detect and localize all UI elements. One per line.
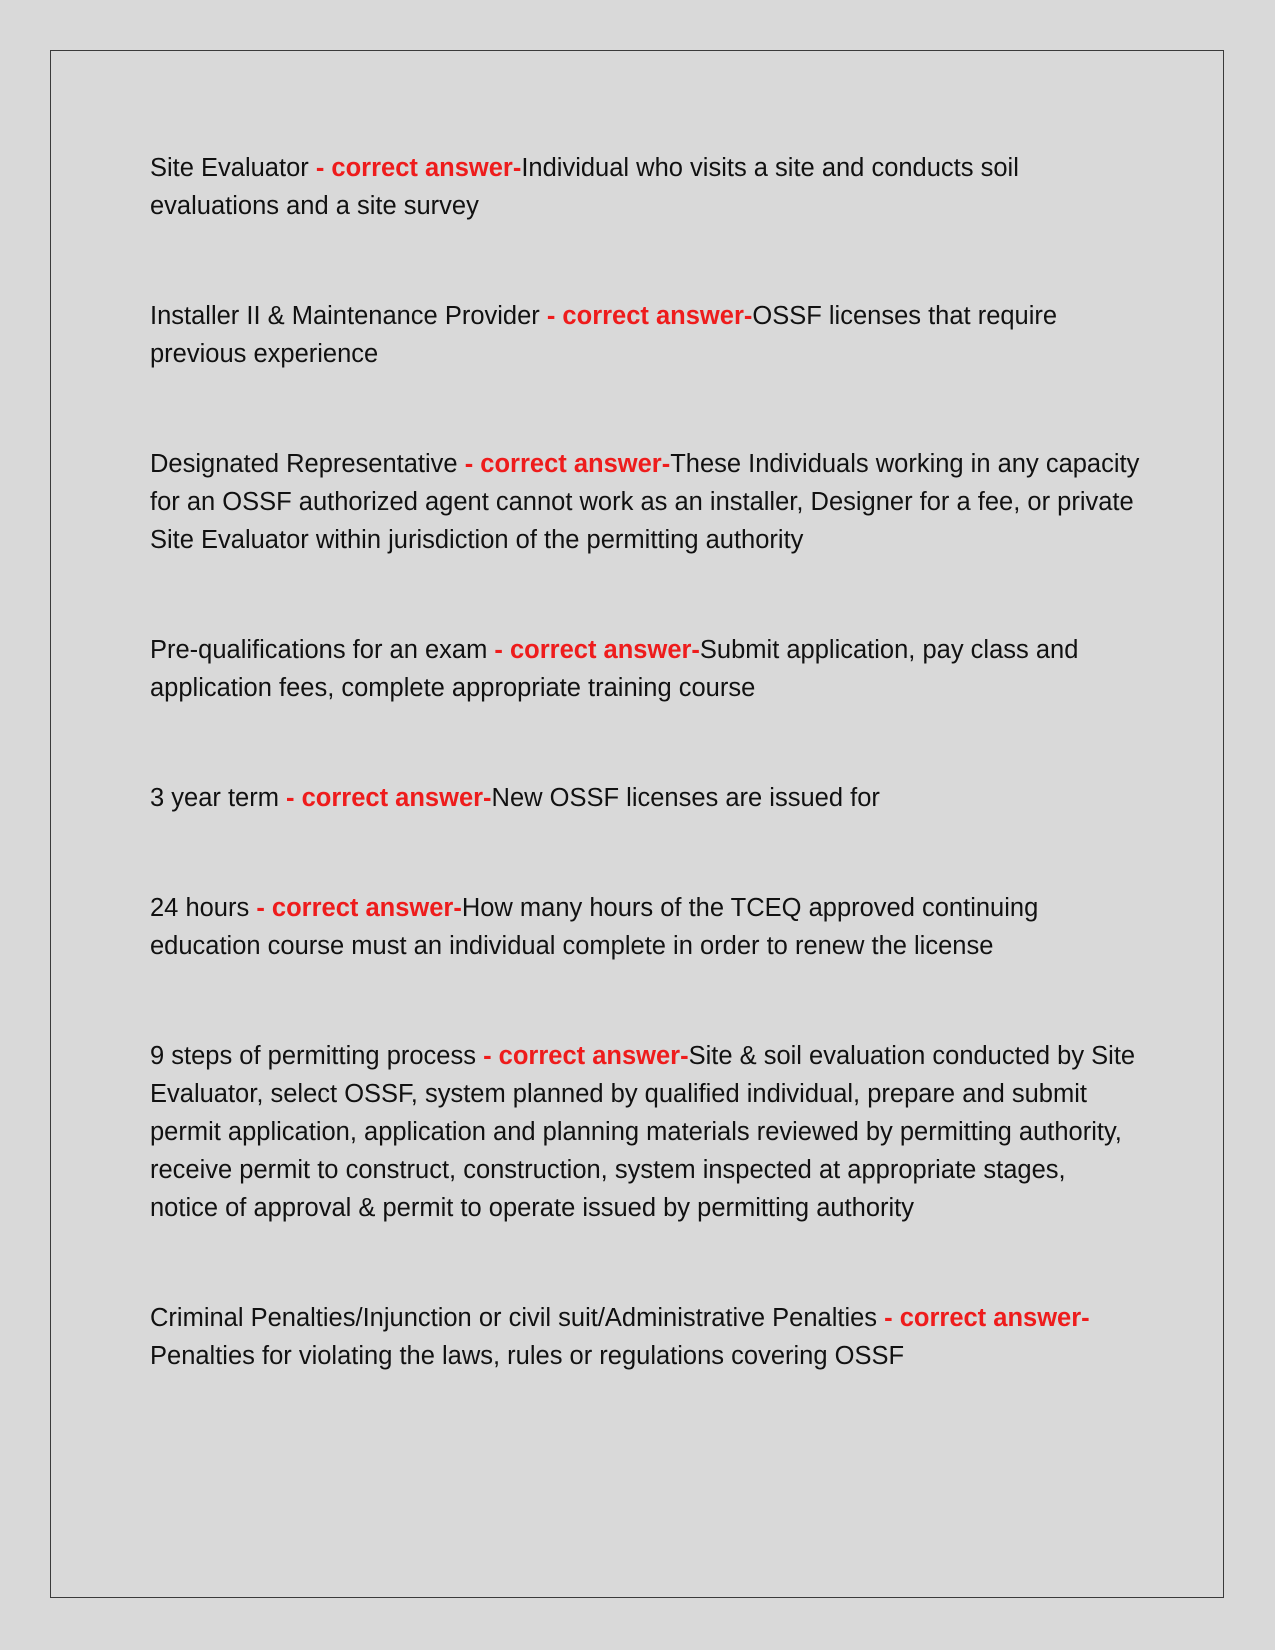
answer-text: Penalties for violating the laws, rules or regulations covering OSSF <box>150 1342 905 1370</box>
term-text: Designated Representative <box>150 450 465 478</box>
correct-answer-separator: - correct answer- <box>483 1042 689 1070</box>
term-text: Installer II & Maintenance Provider <box>150 302 547 330</box>
correct-answer-separator: - correct answer- <box>256 894 462 922</box>
correct-answer-separator: - correct answer- <box>884 1304 1090 1332</box>
correct-answer-separator: - correct answer- <box>286 784 492 812</box>
flashcard-item <box>150 149 1140 225</box>
answer-text: Site & soil evaluation conducted by Site Evaluator, select OSSF, system planned by qualified individual, prepare and submit permit application, application and planning materials reviewed by permitting authority, receive permit to construct, construction, system inspected at appropriate stages, notice of approval & permit to operate issued by permitting authority <box>150 1042 1136 1222</box>
answer-text: OSSF licenses that require previous experience <box>150 302 1058 368</box>
correct-answer-separator: - correct answer- <box>494 636 700 664</box>
term-text: Pre-qualifications for an exam <box>150 636 495 664</box>
correct-answer-separator: - correct answer- <box>464 450 671 478</box>
flashcard-item <box>150 445 1140 559</box>
term-text: 9 steps of permitting process <box>150 1042 484 1070</box>
flashcard-item <box>150 779 1140 817</box>
answer-text: These Individuals working in any capacity for an OSSF authorized agent cannot work as an installer, Designer for a fee, or private Site Evaluator within jurisdiction of the permitting authority <box>150 450 1140 554</box>
correct-answer-separator: - correct answer- <box>546 302 753 330</box>
correct-answer-separator: - correct answer- <box>315 154 522 182</box>
answer-text: Individual who visits a site and conducts soil evaluations and a site survey <box>150 154 1019 220</box>
term-text: Criminal Penalties/Injunction or civil suit/Administrative Penalties <box>150 1304 885 1332</box>
answer-text: How many hours of the TCEQ approved continuing education course must an individual complete in order to renew the license <box>150 894 1039 960</box>
term-text: 24 hours <box>150 894 257 922</box>
flashcard-item <box>150 1299 1140 1375</box>
answer-text: New OSSF licenses are issued for <box>491 784 880 812</box>
flashcard-item <box>150 297 1140 373</box>
flashcard-item <box>150 1037 1140 1227</box>
flashcard-list <box>150 149 1140 1447</box>
flashcard-item <box>150 889 1140 965</box>
flashcard-item <box>150 631 1140 707</box>
term-text: Site Evaluator <box>150 154 316 182</box>
answer-text: Submit application, pay class and application fees, complete appropriate training course <box>150 636 1079 702</box>
term-text: 3 year term <box>150 784 287 812</box>
